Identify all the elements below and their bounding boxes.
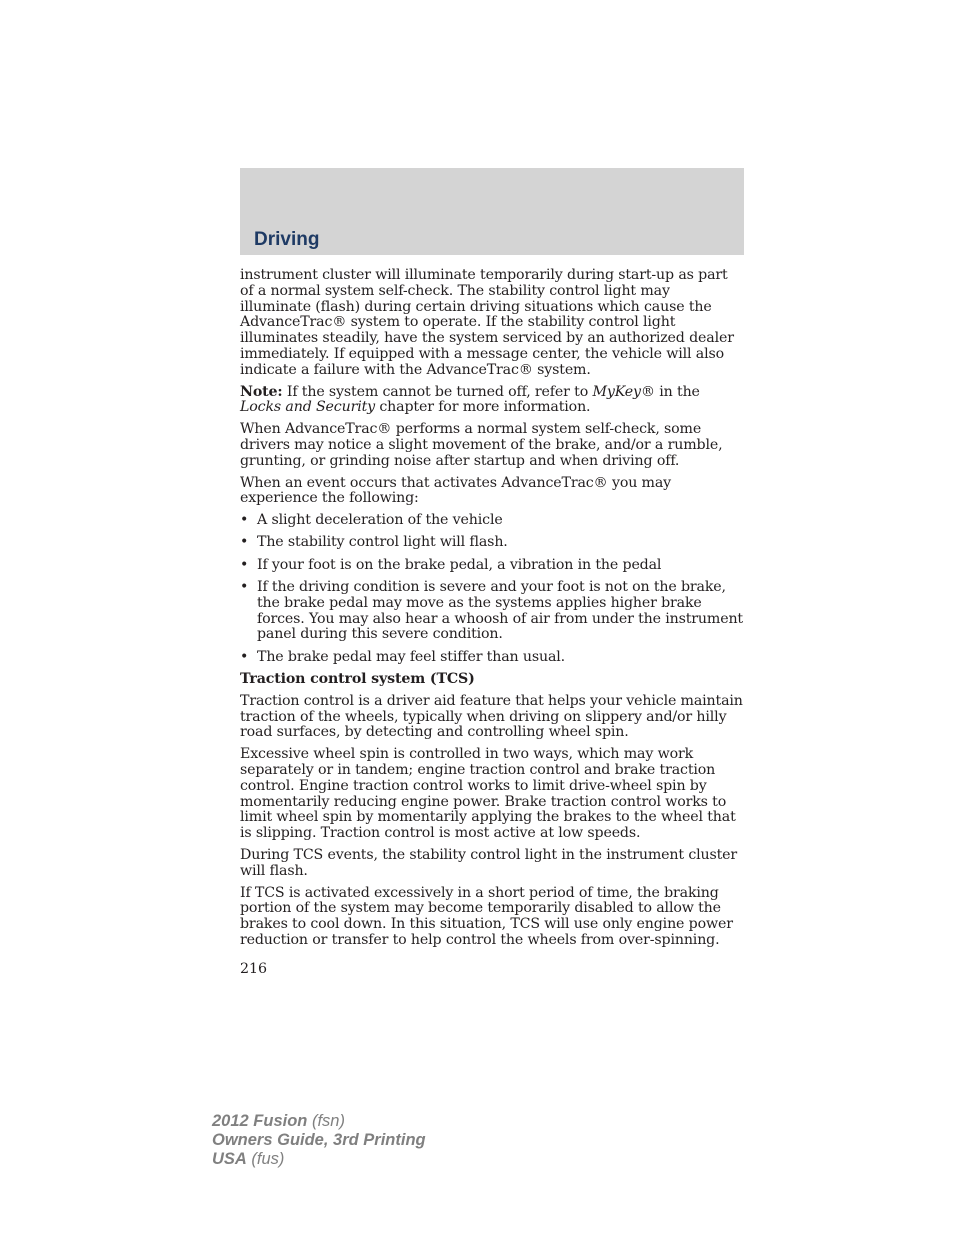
footer-line bbox=[212, 1112, 426, 1131]
list-item bbox=[240, 558, 744, 574]
footer-market: USA bbox=[212, 1150, 247, 1168]
list-item bbox=[240, 580, 744, 643]
section-title: Driving bbox=[254, 229, 320, 250]
locks-security-reference: Locks and Security bbox=[240, 399, 376, 416]
bullet-icon: • bbox=[240, 512, 249, 529]
list-item-text: The brake pedal may feel stiffer than usual. bbox=[257, 648, 566, 665]
bullet-list bbox=[240, 513, 744, 665]
bullet-icon: • bbox=[240, 556, 249, 573]
footer-market-code: (fus) bbox=[246, 1150, 285, 1168]
footer-model-code: (fsn) bbox=[307, 1112, 345, 1130]
note-label: Note: bbox=[240, 383, 283, 400]
list-item-text: The stability control light will flash. bbox=[257, 534, 508, 551]
section-header-band bbox=[240, 168, 744, 255]
note-text: If the system cannot be turned off, refer to bbox=[282, 383, 593, 400]
paragraph: Excessive wheel spin is controlled in two ways, which may work separately or in tandem; engine traction control and brake traction control. Engine traction control works to limit drive-wheel spin by momentarily reducing engine power. Brake traction control works to limit wheel spin by momentarily applying the brakes to the wheel that is slipping. Traction control is most active at low speeds. bbox=[240, 746, 736, 842]
list-item-text: If your foot is on the brake pedal, a vibration in the pedal bbox=[257, 556, 662, 573]
footer-line bbox=[212, 1150, 426, 1169]
footer-edition: Owners Guide, 3rd Printing bbox=[212, 1131, 426, 1149]
paragraph: Traction control is a driver aid feature that helps your vehicle maintain traction of the wheels, typically when driving on slippery and/or hilly road surfaces, by detecting and controlling wheel spin. bbox=[240, 692, 743, 741]
bullet-icon: • bbox=[240, 648, 249, 665]
tcs-heading: Traction control system (TCS) bbox=[240, 671, 475, 688]
paragraph: instrument cluster will illuminate temporarily during start-up as part of a normal system self-check. The stability control light may illuminate (flash) during certain driving situations which cause the AdvanceTrac® system to operate. If the stability control light illuminates steadily, have the system serviced by an authorized dealer immediately. If equipped with a message center, the vehicle will also indicate a failure with the AdvanceTrac® system. bbox=[240, 267, 734, 378]
list-item-text: If the driving condition is severe and your foot is not on the brake, the brake pedal may move as the systems applies higher brake forces. You may also hear a whoosh of air from under the instrument panel during this severe condition. bbox=[257, 579, 743, 643]
note-text: in the bbox=[654, 383, 700, 400]
list-item bbox=[240, 650, 744, 666]
mykey-reference: MyKey® bbox=[592, 383, 655, 400]
bullet-icon: • bbox=[240, 534, 249, 551]
paragraph: If TCS is activated excessively in a short period of time, the braking portion of the system may become temporarily disabled to allow the brakes to cool down. In this situation, TCS will use only engine power reduction or transfer to help control the wheels from over-spinning. bbox=[240, 884, 733, 948]
document-footer bbox=[212, 1112, 426, 1169]
page-content bbox=[240, 268, 744, 955]
page-number: 216 bbox=[240, 961, 268, 977]
bullet-icon: • bbox=[240, 579, 249, 596]
paragraph: When an event occurs that activates AdvanceTrac® you may experience the following: bbox=[240, 474, 672, 507]
list-item bbox=[240, 535, 744, 551]
footer-model: 2012 Fusion bbox=[212, 1112, 308, 1130]
note-text: chapter for more information. bbox=[375, 399, 591, 416]
paragraph: During TCS events, the stability control light in the instrument cluster will flash. bbox=[240, 847, 738, 879]
paragraph: When AdvanceTrac® performs a normal system self-check, some drivers may notice a slight movement of the brake, and/or a rumble, grunting, or grinding noise after startup and when driving off. bbox=[240, 421, 723, 469]
list-item-text: A slight deceleration of the vehicle bbox=[257, 512, 503, 529]
note-paragraph bbox=[240, 385, 744, 417]
footer-line bbox=[212, 1131, 426, 1150]
list-item bbox=[240, 513, 744, 529]
